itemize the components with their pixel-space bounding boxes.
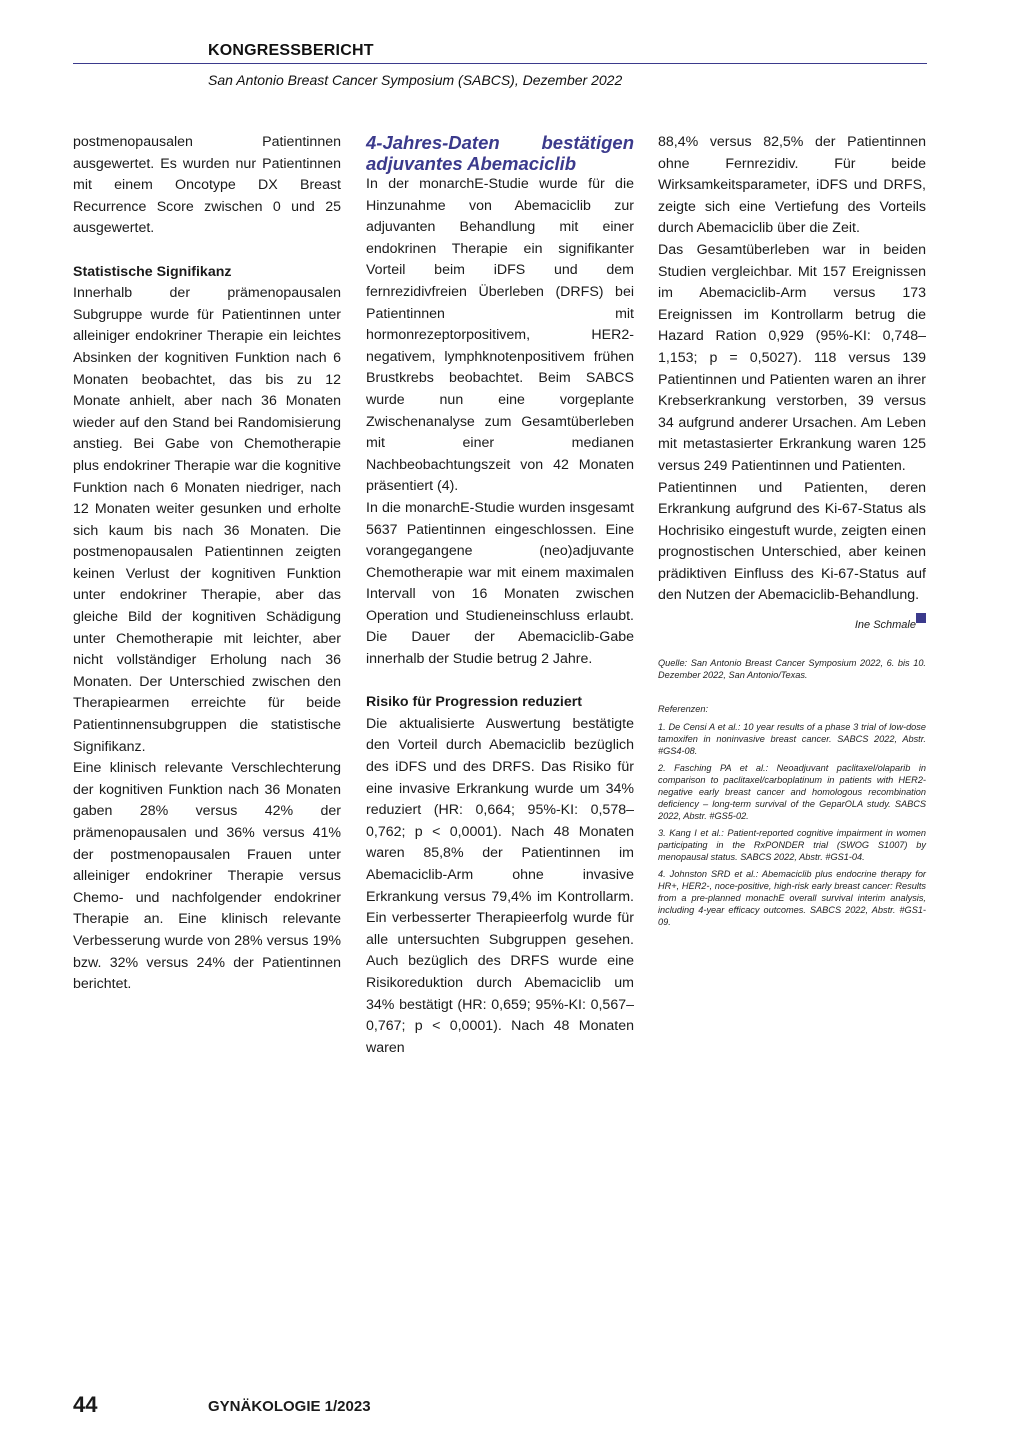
end-of-article-mark [916, 613, 926, 623]
paragraph: 88,4% versus 82,5% der Patientinnen ohne Fernrezidiv. Für beide Wirksamkeitsparameter, iDFS und DRFS, zeigte sich eine Vertiefung des Vorteils durch Abemaciclib über die Zeit. [658, 134, 926, 237]
paragraph: Eine klinisch relevante Verschlechterung der kognitiven Funktion nach 36 Monaten gaben 28% versus 42% der prämenopausalen und 36% versus 41% der postmenopausalen Frauen unter alleiniger endokriner Therapie versus Chemo- und nachfolgender endokriner Therapie an. Eine klinisch relevante Verbesserung wurde von 28% versus 19% bzw. 32% versus 24% der Patientinnen berichtet. [73, 760, 341, 993]
paragraph: Innerhalb der prämenopausalen Subgruppe wurde für Patientinnen unter alleiniger endokriner Therapie ein leichtes Absinken der kognitiven Funktion nach 6 Monaten beobachtet, das bis zu 12 Monate anhielt, aber nach 36 Monaten wieder auf den Stand bei Randomisierung anstieg. Bei Gabe von Chemotherapie plus endokriner Therapie war die kognitive Funktion nach 6 Monaten niedriger, nach 12 Monaten weiter gesunken und erholte sich kaum bis nach 36 Monaten. Die postmenopausalen Patientinnen zeigten keinen Verlust der kognitiven Funktion unter endokriner Therapie, aber das gleiche Bild der kognitiven Schädigung unter Chemotherapie mit leichter, aber nicht vollständiger Erholung nach 36 Monaten. Der Unterschied zwischen den Therapiearmen erreichte für beide Patientinnensubgruppen die statistische Signifikanz. [73, 285, 341, 755]
paragraph: Das Gesamtüberleben war in beiden Studien vergleichbar. Mit 157 Ereignissen im Abemaciclib-Arm versus 173 Ereignissen im Kontrollarm betrug die Hazard Ration 0,929 (95%-KI: 0,748–1,153; p = 0,5027). 118 versus 139 Patientinnen und Patienten waren an ihrer Krebserkrankung verstorben, 39 versus 34 aufgrund anderer Ursachen. Am Leben mit metastasierter Erkrankung waren 125 versus 249 Patientinnen und Patienten. [658, 241, 926, 474]
references-block [658, 657, 926, 928]
source-note: Quelle: San Antonio Breast Cancer Symposium 2022, 6. bis 10. Dezember 2022, San Antonio/Texas. [658, 657, 926, 680]
paragraph: In die monarchE-Studie wurden insgesamt 5637 Patientinnen eingeschlossen. Eine vorangegangene (neo)adjuvante Chemotherapie war mit einem maximalen Intervall von 16 Monaten zwischen Operation und Studieneinschluss erlaubt. Die Dauer der Abemaciclib-Gabe innerhalb der Studie betrug 2 Jahre. [366, 499, 634, 668]
references-title: Referenzen: [658, 703, 709, 714]
header-divider [73, 63, 927, 64]
section-label: KONGRESSBERICHT [208, 42, 374, 59]
author-name: Ine Schmale [854, 619, 916, 632]
article-column-1 [73, 132, 341, 996]
section-heading: Risiko für Progression reduziert [366, 694, 583, 711]
reference-item: 4. Johnston SRD et al.: Abemaciclib plus endocrine therapy for HR+, HER2-, noce-positive, high-risk early breast cancer: Results from a pre-planned monachE overall survival interim analysis, including 4-year efficacy outcomes. SABCS 2022, Abstr. #GS1-09. [658, 868, 926, 927]
paragraph: postmenopausalen Patientinnen ausgewertet. Es wurden nur Patientinnen mit einem Oncotype DX Breast Recurrence Score zwischen 0 und 25 ausgewertet. [73, 134, 341, 237]
journal-issue: GYNÄKOLOGIE 1/2023 [208, 1398, 371, 1415]
page-number: 44 [73, 1392, 98, 1417]
article-column-2 [366, 132, 634, 1059]
article-heading: 4-Jahres-Daten bestätigen adjuvantes Abemaciclib [366, 132, 634, 174]
reference-item: 1. De Censi A et al.: 10 year results of a phase 3 trial of low-dose tamoxifen in noninvasive breast cancer. SABCS 2022, Abstr. #GS4-08. [658, 721, 926, 756]
reference-item: 2. Fasching PA et al.: Neoadjuvant paclitaxel/olaparib in comparison to paclitaxel/carboplatinum in patients with HER2-negative early breast cancer and homologous recombination deficiency – long-term survival of the GeparOLA study. SABCS 2022, Abstr. #GS5-02. [658, 762, 926, 821]
section-heading: Statistische Signifikanz [73, 263, 232, 280]
header-subtitle: San Antonio Breast Cancer Symposium (SABCS), Dezember 2022 [208, 72, 623, 88]
paragraph: Die aktualisierte Auswertung bestätigte den Vorteil durch Abemaciclib bezüglich des iDFS und des DRFS. Das Risiko für eine invasive Erkrankung wurde um 34% reduziert (HR: 0,664; 95%-KI: 0,578–0,762; p < 0,0001). Nach 48 Monaten waren 85,8% der Patientinnen im Abemaciclib-Arm ohne invasive Erkrankung versus 79,4% im Kontrollarm. Ein verbesserter Therapieerfolg wurde für alle untersuchten Subgruppen gesehen. Auch bezüglich des DRFS wurde eine Risikoreduktion durch Abemaciclib um 34% bestätigt (HR: 0,659; 95%-KI: 0,567–0,767; p < 0,0001). Nach 48 Monaten waren [366, 715, 634, 1056]
paragraph: In der monarchE-Studie wurde für die Hinzunahme von Abemaciclib zur adjuvanten Behandlung mit einer endokrinen Therapie ein signifikanter Vorteil beim iDFS und dem fernrezidivfreien Überleben (DRFS) bei Patientinnen mit hormonrezeptorpositivem, HER2-negativem, lymphknotenpositivem frühen Brustkrebs beobachtet. Beim SABCS wurde nun eine vorgeplante Zwischenanalyse zum Gesamtüberleben mit einer medianen Nachbeobachtungszeit von 42 Monaten präsentiert (4). [366, 176, 634, 495]
paragraph-text: Patientinnen und Patienten, deren Erkrankung aufgrund des Ki-67-Status als Hochrisiko eingestuft wurde, zeigten einen prognostischen Unterschied, aber keinen prädiktiven Einfluss des Ki-67-Status auf den Nutzen der Abemaciclib-Behandlung. [658, 479, 926, 604]
paragraph [658, 478, 926, 608]
reference-item: 3. Kang I et al.: Patient-reported cognitive impairment in women participating in the RxPONDER trial (SWOG S1007) by menopausal status. SABCS 2022, Abstr. #GS1-04. [658, 827, 926, 862]
article-column-3 [658, 132, 926, 933]
